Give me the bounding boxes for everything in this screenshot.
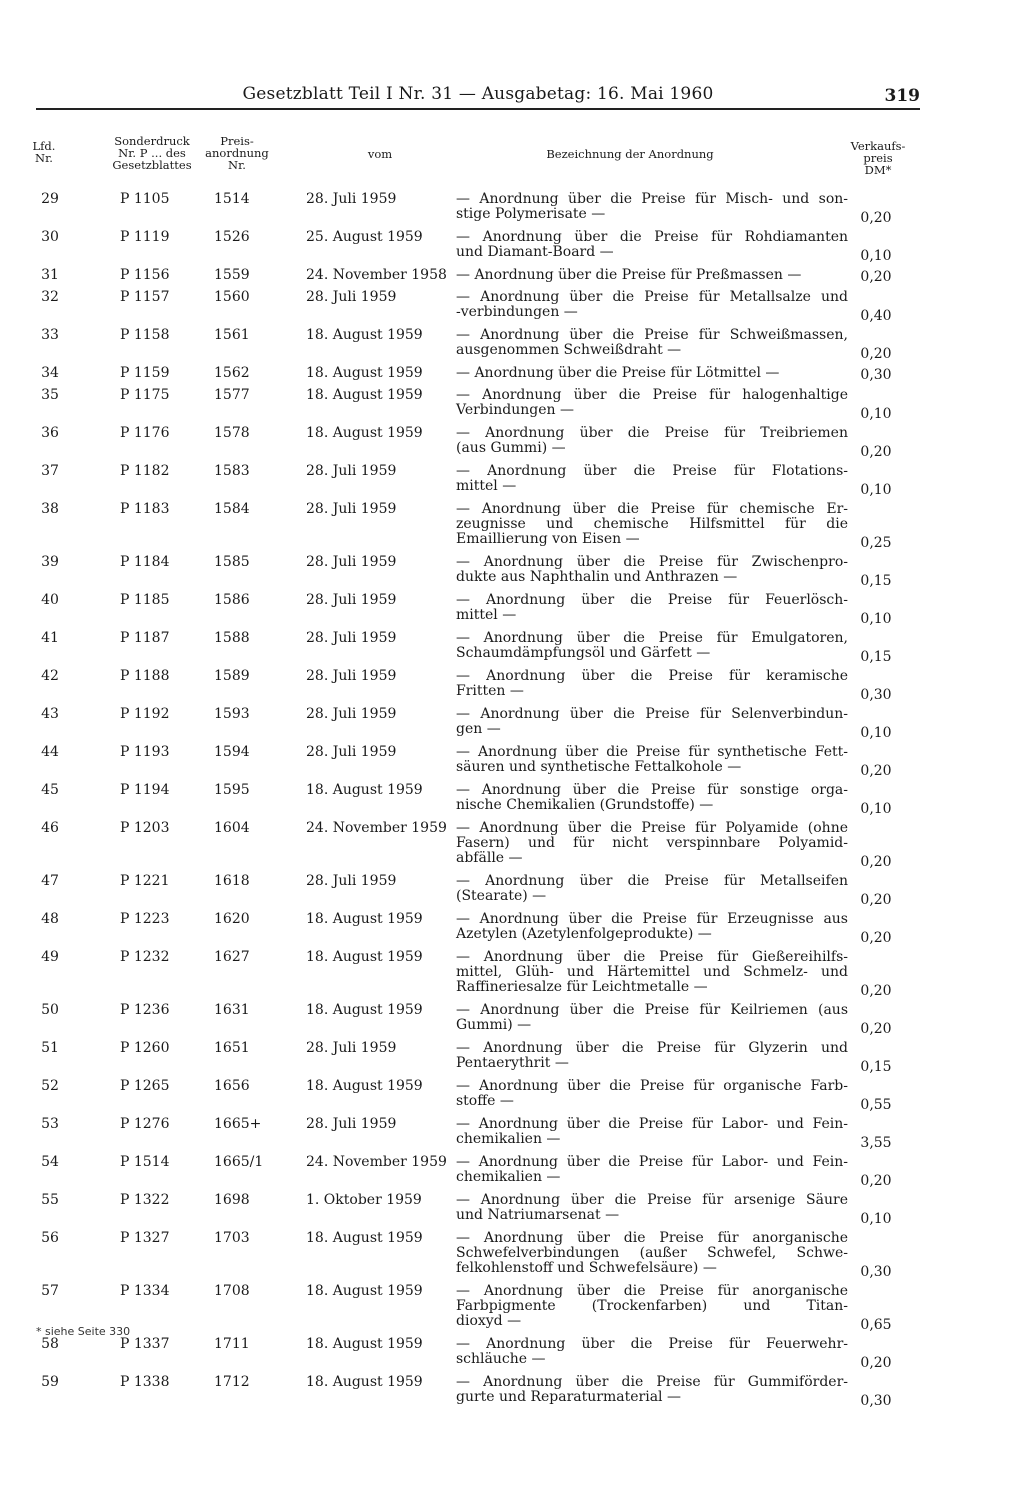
order-date: 18. August 1959 (306, 1336, 423, 1352)
order-title-line: — Anordnung über die Preise für Metallsalze und (456, 289, 848, 305)
row-number: 57 (41, 1283, 59, 1299)
order-title-line: Emaillierung von Eisen — (456, 531, 640, 547)
order-title-line: Raffineriesalze für Leichtmetalle — (456, 979, 708, 995)
order-title (456, 426, 848, 456)
order-title (456, 745, 848, 775)
order-date: 18. August 1959 (306, 782, 423, 798)
sonderdruck-number: P 1338 (120, 1374, 170, 1390)
preisanordnung-number: 1588 (214, 630, 250, 646)
sonderdruck-number: P 1334 (120, 1283, 170, 1299)
order-title (456, 821, 848, 866)
row-number: 42 (41, 668, 59, 684)
sonderdruck-number: P 1176 (120, 425, 170, 441)
order-title-line: — Anordnung über die Preise für halogenhaltige (456, 387, 848, 403)
order-date: 28. Juli 1959 (306, 463, 397, 479)
row-number: 36 (41, 425, 59, 441)
order-title-line: — Anordnung über die Preise für sonstige orga- (456, 782, 848, 798)
sonderdruck-number: P 1232 (120, 949, 170, 965)
order-title (456, 631, 848, 661)
order-date: 28. Juli 1959 (306, 554, 397, 570)
preisanordnung-number: 1656 (214, 1078, 250, 1094)
row-number: 50 (41, 1002, 59, 1018)
row-number: 40 (41, 592, 59, 608)
sonderdruck-number: P 1105 (120, 191, 170, 207)
row-number: 32 (41, 289, 59, 305)
sonderdruck-number: P 1260 (120, 1040, 170, 1056)
order-title-line: — Anordnung über die Preise für Selenverbindun- (456, 706, 848, 722)
sonderdruck-number: P 1514 (120, 1154, 170, 1170)
order-title-line: chemikalien — (456, 1131, 561, 1147)
preisanordnung-number: 1665/1 (214, 1154, 264, 1170)
order-date: 18. August 1959 (306, 327, 423, 343)
order-date: 24. November 1959 (306, 1154, 447, 1170)
order-date: 28. Juli 1959 (306, 1116, 397, 1132)
column-header-preisanordnung: Preis- anordnung Nr. (205, 134, 269, 172)
sale-price: 0,10 (860, 482, 892, 498)
order-date: 18. August 1959 (306, 1374, 423, 1390)
preisanordnung-number: 1589 (214, 668, 250, 684)
row-number: 47 (41, 873, 59, 889)
order-title (456, 1375, 848, 1405)
order-date: 18. August 1959 (306, 1078, 423, 1094)
order-title-line: und Diamant-Board — (456, 244, 614, 260)
order-title (456, 230, 848, 260)
order-date: 28. Juli 1959 (306, 592, 397, 608)
order-date: 28. Juli 1959 (306, 668, 397, 684)
preisanordnung-number: 1711 (214, 1336, 250, 1352)
order-title-line: säuren und synthetische Fettalkohole — (456, 759, 742, 775)
preisanordnung-number: 1526 (214, 229, 250, 245)
order-title-line: zeugnisse und chemische Hilfsmittel für die (456, 516, 848, 532)
preisanordnung-number: 1631 (214, 1002, 250, 1018)
footnote: * siehe Seite 330 (36, 1325, 131, 1338)
order-title-line: — Anordnung über die Preise für Misch- und son- (456, 191, 848, 207)
sale-price: 0,20 (860, 269, 892, 285)
order-title (456, 192, 848, 222)
preisanordnung-number: 1703 (214, 1230, 250, 1246)
order-title-line: — Anordnung über die Preise für Rohdiamanten (456, 229, 848, 245)
order-title-line: — Anordnung über die Preise für Glyzerin und (456, 1040, 848, 1056)
order-date: 24. November 1959 (306, 820, 447, 836)
sale-price: 0,15 (860, 1059, 892, 1075)
sale-price: 0,30 (860, 687, 892, 703)
sale-price: 0,10 (860, 801, 892, 817)
row-number: 51 (41, 1040, 59, 1056)
order-title-line: — Anordnung über die Preise für Emulgatoren, (456, 630, 848, 646)
order-title (456, 593, 848, 623)
sale-price: 0,30 (860, 1264, 892, 1280)
sale-price: 0,20 (860, 444, 892, 460)
preisanordnung-number: 1665+ (214, 1116, 262, 1132)
preisanordnung-number: 1604 (214, 820, 250, 836)
order-title-line: dioxyd — (456, 1313, 522, 1329)
row-number: 34 (41, 365, 59, 381)
row-number: 37 (41, 463, 59, 479)
order-title-line: — Anordnung über die Preise für Feuerlösch- (456, 592, 848, 608)
row-number: 30 (41, 229, 59, 245)
order-title-line: — Anordnung über die Preise für chemische Er- (456, 501, 848, 517)
order-title-line: nische Chemikalien (Grundstoffe) — (456, 797, 714, 813)
order-title-line: Pentaerythrit — (456, 1055, 569, 1071)
order-title-line: — Anordnung über die Preise für Gummiförder- (456, 1374, 848, 1390)
order-title-line: (aus Gummi) — (456, 440, 566, 456)
sale-price: 0,25 (860, 535, 892, 551)
sale-price: 0,20 (860, 1173, 892, 1189)
order-title-line: — Anordnung über die Preise für Lötmittel — (456, 365, 780, 381)
preisanordnung-number: 1618 (214, 873, 250, 889)
order-title (456, 1337, 848, 1367)
order-title-line: stoffe — (456, 1093, 514, 1109)
order-title (456, 388, 848, 418)
order-title-line: Schwefelverbindungen (außer Schwefel, Schwe- (456, 1245, 848, 1261)
sale-price: 0,15 (860, 649, 892, 665)
order-title-line: mittel — (456, 607, 517, 623)
order-title-line: — Anordnung über die Preise für Erzeugnisse aus (456, 911, 848, 927)
row-number: 39 (41, 554, 59, 570)
sale-price: 0,10 (860, 248, 892, 264)
sonderdruck-number: P 1276 (120, 1116, 170, 1132)
order-title-line: — Anordnung über die Preise für anorganische (456, 1230, 848, 1246)
sonderdruck-number: P 1158 (120, 327, 170, 343)
order-title (456, 1041, 848, 1071)
preisanordnung-number: 1514 (214, 191, 250, 207)
order-title-line: (Stearate) — (456, 888, 547, 904)
sale-price: 0,20 (860, 346, 892, 362)
order-title (456, 912, 848, 942)
row-number: 53 (41, 1116, 59, 1132)
row-number: 38 (41, 501, 59, 517)
order-title-line: — Anordnung über die Preise für arsenige Säure (456, 1192, 848, 1208)
order-title-line: felkohlenstoff und Schwefelsäure) — (456, 1260, 717, 1276)
order-title (456, 1284, 848, 1329)
order-title (456, 783, 848, 813)
order-date: 28. Juli 1959 (306, 873, 397, 889)
order-title-line: gurte und Reparaturmaterial — (456, 1389, 681, 1405)
row-number: 43 (41, 706, 59, 722)
order-title (456, 1193, 848, 1223)
sale-price: 0,20 (860, 854, 892, 870)
page-title: Gesetzblatt Teil I Nr. 31 — Ausgabetag: 16. Mai 1960 (242, 84, 714, 104)
order-title-line: — Anordnung über die Preise für organische Farb- (456, 1078, 848, 1094)
preisanordnung-number: 1560 (214, 289, 250, 305)
order-date: 18. August 1959 (306, 365, 423, 381)
sonderdruck-number: P 1182 (120, 463, 170, 479)
order-title (456, 366, 848, 381)
sonderdruck-number: P 1322 (120, 1192, 170, 1208)
order-title (456, 1117, 848, 1147)
row-number: 55 (41, 1192, 59, 1208)
sonderdruck-number: P 1188 (120, 668, 170, 684)
order-title-line: — Anordnung über die Preise für Labor- und Fein- (456, 1116, 848, 1132)
preisanordnung-number: 1620 (214, 911, 250, 927)
row-number: 29 (41, 191, 59, 207)
sonderdruck-number: P 1119 (120, 229, 170, 245)
sonderdruck-number: P 1203 (120, 820, 170, 836)
order-title-line: — Anordnung über die Preise für Schweißmassen, (456, 327, 848, 343)
order-title-line: abfälle — (456, 850, 523, 866)
sale-price: 0,30 (860, 367, 892, 383)
order-title-line: — Anordnung über die Preise für synthetische Fett- (456, 744, 848, 760)
order-title-line: Schaumdämpfungsöl und Gärfett — (456, 645, 711, 661)
sonderdruck-number: P 1185 (120, 592, 170, 608)
order-date: 1. Oktober 1959 (306, 1192, 422, 1208)
order-title (456, 874, 848, 904)
sale-price: 0,40 (860, 308, 892, 324)
row-number: 59 (41, 1374, 59, 1390)
sonderdruck-number: P 1265 (120, 1078, 170, 1094)
sale-price: 0,10 (860, 725, 892, 741)
sale-price: 0,65 (860, 1317, 892, 1333)
preisanordnung-number: 1577 (214, 387, 250, 403)
column-header-vom: vom (367, 147, 393, 161)
order-title (456, 1231, 848, 1276)
order-title-line: — Anordnung über die Preise für Keilriemen (aus (456, 1002, 848, 1018)
order-title-line: stige Polymerisate — (456, 206, 606, 222)
order-date: 28. Juli 1959 (306, 744, 397, 760)
order-title-line: Fritten — (456, 683, 524, 699)
order-date: 28. Juli 1959 (306, 1040, 397, 1056)
row-number: 49 (41, 949, 59, 965)
sonderdruck-number: P 1223 (120, 911, 170, 927)
sonderdruck-number: P 1221 (120, 873, 170, 889)
order-date: 18. August 1959 (306, 387, 423, 403)
order-date: 28. Juli 1959 (306, 706, 397, 722)
column-header-bezeichnung: Bezeichnung der Anordnung (546, 147, 714, 161)
preisanordnung-number: 1627 (214, 949, 250, 965)
row-number: 41 (41, 630, 59, 646)
sale-price: 0,20 (860, 983, 892, 999)
order-title-line: — Anordnung über die Preise für Preßmassen — (456, 267, 802, 283)
preisanordnung-number: 1578 (214, 425, 250, 441)
order-date: 18. August 1959 (306, 425, 423, 441)
order-title-line: — Anordnung über die Preise für Feuerwehr- (456, 1336, 848, 1352)
sale-price: 0,30 (860, 1393, 892, 1409)
sale-price: 0,20 (860, 1021, 892, 1037)
sonderdruck-number: P 1236 (120, 1002, 170, 1018)
preisanordnung-number: 1561 (214, 327, 250, 343)
preisanordnung-number: 1651 (214, 1040, 250, 1056)
sonderdruck-number: P 1184 (120, 554, 170, 570)
sonderdruck-number: P 1159 (120, 365, 170, 381)
sale-price: 0,20 (860, 763, 892, 779)
order-title-line: mittel, Glüh- und Härtemittel und Schmelz- und (456, 964, 848, 980)
page-number: 319 (884, 86, 920, 106)
order-title (456, 290, 848, 320)
preisanordnung-number: 1584 (214, 501, 250, 517)
order-title-line: ausgenommen Schweißdraht — (456, 342, 682, 358)
order-title (456, 1079, 848, 1109)
order-title-line: und Natriumarsenat — (456, 1207, 620, 1223)
order-title (456, 328, 848, 358)
preisanordnung-number: 1559 (214, 267, 250, 283)
sonderdruck-number: P 1183 (120, 501, 170, 517)
row-number: 33 (41, 327, 59, 343)
order-title-line: — Anordnung über die Preise für Metallseifen (456, 873, 848, 889)
preisanordnung-number: 1712 (214, 1374, 250, 1390)
order-date: 24. November 1958 (306, 267, 447, 283)
preisanordnung-number: 1583 (214, 463, 250, 479)
preisanordnung-number: 1562 (214, 365, 250, 381)
order-title-line: — Anordnung über die Preise für Gießereihilfs- (456, 949, 848, 965)
order-title-line: Gummi) — (456, 1017, 532, 1033)
order-date: 25. August 1959 (306, 229, 423, 245)
column-header-lfd: Lfd. Nr. (32, 139, 56, 165)
row-number: 54 (41, 1154, 59, 1170)
sonderdruck-number: P 1187 (120, 630, 170, 646)
column-header-sonderdruck: Sonderdruck Nr. P ... des Gesetzblattes (112, 134, 192, 172)
order-title-line: — Anordnung über die Preise für Treibriemen (456, 425, 848, 441)
order-title (456, 669, 848, 699)
order-date: 18. August 1959 (306, 1283, 423, 1299)
order-title (456, 555, 848, 585)
order-date: 18. August 1959 (306, 1230, 423, 1246)
preisanordnung-number: 1594 (214, 744, 250, 760)
order-title (456, 502, 848, 547)
sale-price: 0,10 (860, 406, 892, 422)
order-title-line: — Anordnung über die Preise für Zwischenpro- (456, 554, 848, 570)
sale-price: 0,55 (860, 1097, 892, 1113)
order-title-line: — Anordnung über die Preise für keramische (456, 668, 848, 684)
order-date: 18. August 1959 (306, 911, 423, 927)
order-date: 28. Juli 1959 (306, 289, 397, 305)
row-number: 56 (41, 1230, 59, 1246)
order-title (456, 268, 848, 283)
order-title-line: Verbindungen — (456, 402, 574, 418)
order-date: 28. Juli 1959 (306, 191, 397, 207)
order-title (456, 950, 848, 995)
order-date: 28. Juli 1959 (306, 630, 397, 646)
preisanordnung-number: 1595 (214, 782, 250, 798)
order-title-line: — Anordnung über die Preise für Polyamide (ohne (456, 820, 848, 836)
row-number: 58 (41, 1336, 59, 1352)
sonderdruck-number: P 1337 (120, 1336, 170, 1352)
order-title-line: mittel — (456, 478, 517, 494)
sale-price: 0,20 (860, 892, 892, 908)
order-title-line: — Anordnung über die Preise für Labor- und Fein- (456, 1154, 848, 1170)
sale-price: 0,20 (860, 210, 892, 226)
sonderdruck-number: P 1194 (120, 782, 170, 798)
order-title (456, 1155, 848, 1185)
order-date: 18. August 1959 (306, 1002, 423, 1018)
order-title (456, 1003, 848, 1033)
row-number: 45 (41, 782, 59, 798)
order-title-line: -verbindungen — (456, 304, 578, 320)
order-title-line: — Anordnung über die Preise für anorganische (456, 1283, 848, 1299)
preisanordnung-number: 1698 (214, 1192, 250, 1208)
sonderdruck-number: P 1192 (120, 706, 170, 722)
sale-price: 0,10 (860, 611, 892, 627)
row-number: 52 (41, 1078, 59, 1094)
sale-price: 3,55 (860, 1135, 892, 1151)
order-date: 28. Juli 1959 (306, 501, 397, 517)
sale-price: 0,20 (860, 930, 892, 946)
order-title (456, 707, 848, 737)
row-number: 46 (41, 820, 59, 836)
order-date: 18. August 1959 (306, 949, 423, 965)
preisanordnung-number: 1585 (214, 554, 250, 570)
preisanordnung-number: 1593 (214, 706, 250, 722)
sonderdruck-number: P 1193 (120, 744, 170, 760)
row-number: 44 (41, 744, 59, 760)
row-number: 31 (41, 267, 59, 283)
sonderdruck-number: P 1157 (120, 289, 170, 305)
order-title (456, 464, 848, 494)
column-header-preis: Verkaufs- preis DM* (850, 139, 906, 177)
sale-price: 0,10 (860, 1211, 892, 1227)
order-title-line: chemikalien — (456, 1169, 561, 1185)
preisanordnung-number: 1586 (214, 592, 250, 608)
order-title-line: gen — (456, 721, 501, 737)
order-title-line: Fasern) und für nicht verspinnbare Polyamid- (456, 835, 848, 851)
sonderdruck-number: P 1327 (120, 1230, 170, 1246)
row-number: 35 (41, 387, 59, 403)
preisanordnung-number: 1708 (214, 1283, 250, 1299)
sonderdruck-number: P 1175 (120, 387, 170, 403)
sonderdruck-number: P 1156 (120, 267, 170, 283)
order-title-line: Farbpigmente (Trockenfarben) und Titan- (456, 1298, 848, 1314)
order-title-line: Azetylen (Azetylenfolgeprodukte) — (456, 926, 712, 942)
order-title-line: dukte aus Naphthalin und Anthrazen — (456, 569, 738, 585)
sale-price: 0,20 (860, 1355, 892, 1371)
row-number: 48 (41, 911, 59, 927)
sale-price: 0,15 (860, 573, 892, 589)
order-title-line: schläuche — (456, 1351, 546, 1367)
order-title-line: — Anordnung über die Preise für Flotations- (456, 463, 848, 479)
